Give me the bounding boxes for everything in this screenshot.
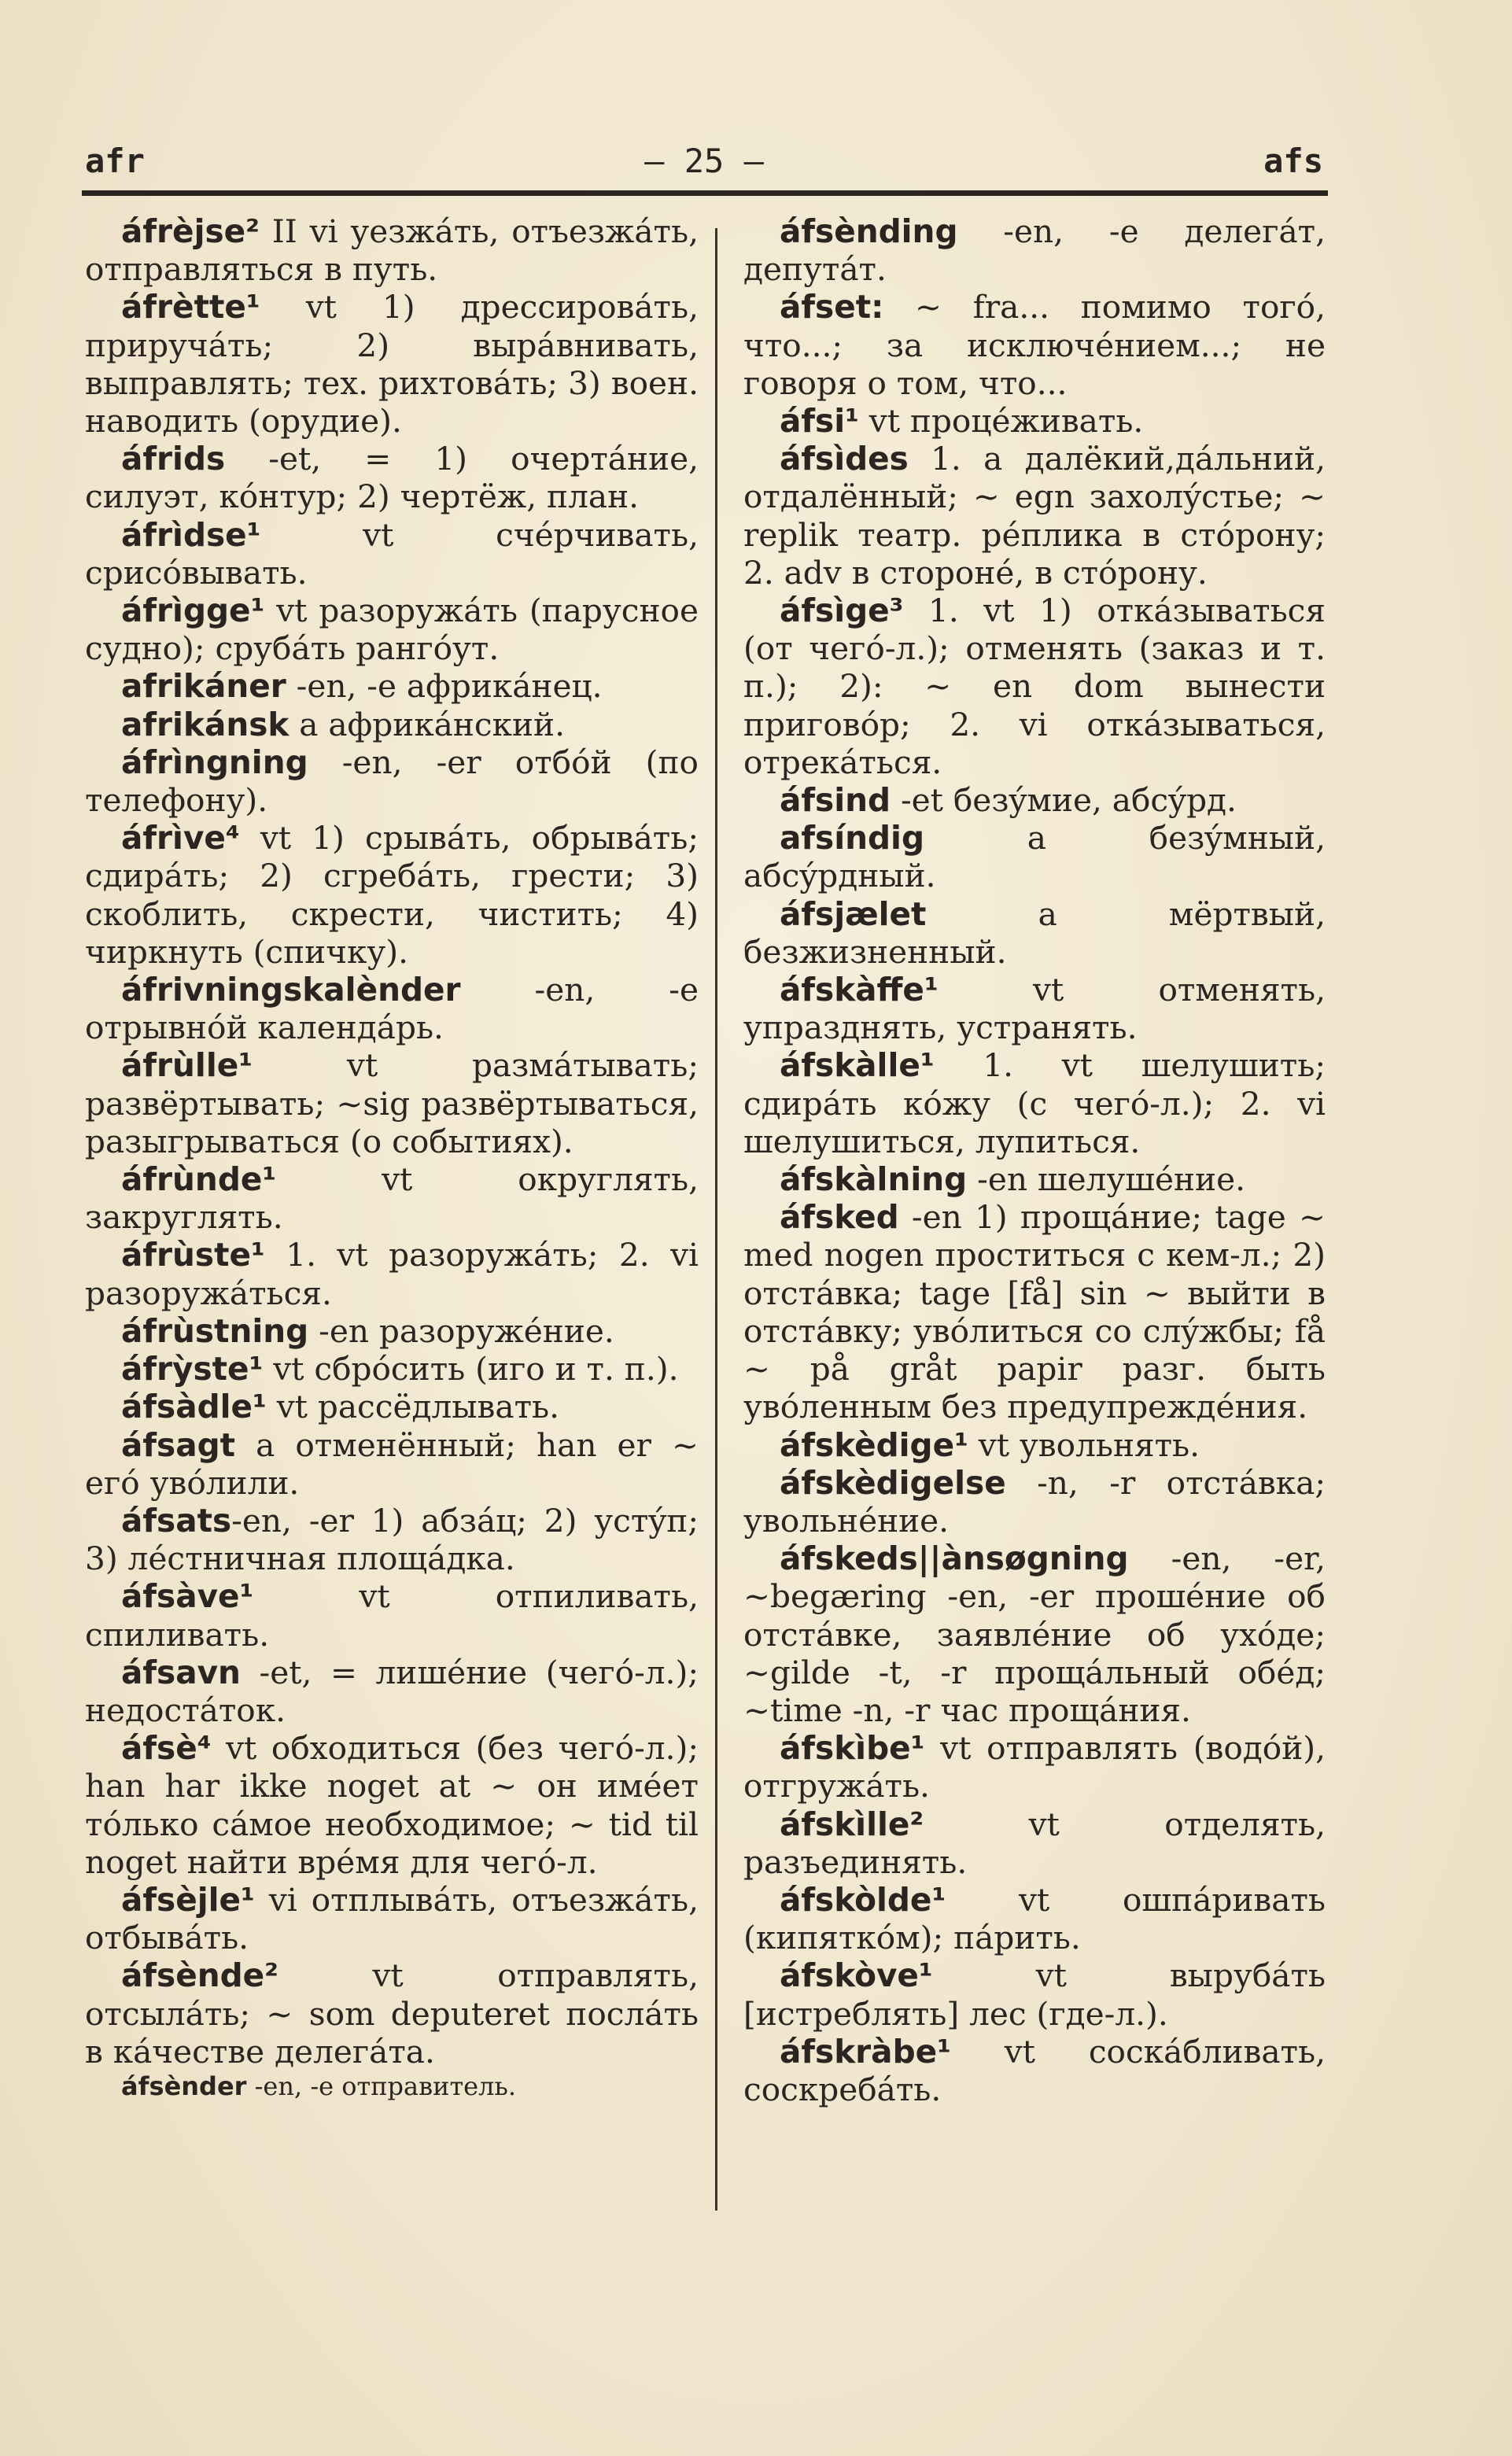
entry-headword: áfrìngning [121,743,308,781]
entry-definition: vt обходиться (без чегó-л.); han har ikke noget at ~ он имéет тóлько сáмое необходимое; ~ tid til noget найти врéмя для чегó-л. [85,1729,699,1881]
entry-headword: áfsèjle¹ [121,1880,255,1919]
entry-headword: afrikáner [121,667,286,706]
dictionary-entry [743,1046,1326,1160]
entry-definition: -en, -e делегáт, депутáт. [743,212,1326,289]
entry-headword: áfrùnde¹ [121,1160,277,1199]
entry-definition: vi отплывáть, отъезжáть, отбывáть. [85,1880,699,1957]
entry-headword: áfrùstning [121,1311,309,1350]
dictionary-entry [85,1160,699,1236]
entry-definition: -et безýмие, абсýрд. [891,781,1237,820]
header-right-guide-word: afs [1263,142,1323,180]
entry-headword: áfskàlle¹ [780,1046,935,1085]
entry-definition: vt 1) дрессировáть, приручáть; 2) вырáвнивать, выправлять; тех. рихтовáть; 3) воен. наводить (орудие). [85,288,699,441]
entry-headword: áfsènder [121,2071,247,2101]
entry-definition: vt вырубáть [истреблять] лес (где-л.). [743,1956,1326,2033]
entry-headword: áfskèdige¹ [780,1425,968,1464]
dictionary-entry [743,781,1326,819]
dictionary-entry [85,440,699,515]
dictionary-entry [85,971,699,1046]
entry-headword: áfrùlle¹ [121,1046,253,1085]
entry-headword: áfskìbe¹ [780,1729,925,1768]
entry-headword: áfrids [121,440,226,478]
dictionary-entry [85,1426,699,1502]
dictionary-entry [85,2071,699,2102]
entry-headword: áfrùste¹ [121,1236,265,1274]
dictionary-entry [743,971,1326,1046]
dictionary-entry [743,402,1326,440]
dictionary-entry [743,1198,1326,1425]
entry-headword: áfsènding [780,212,958,250]
dictionary-entry [743,440,1326,592]
entry-headword: áfsked [780,1198,899,1237]
entry-definition: 1. vt разоружáть; 2. vi разоружáться. [85,1236,699,1312]
entry-definition: vt увольнять. [968,1425,1200,1464]
entry-definition: -n, -r отстáвка; увольнéние. [743,1463,1326,1540]
dictionary-entry [85,1502,699,1577]
dictionary-entry [85,516,699,592]
dictionary-entry [85,819,699,971]
entry-headword: áfsàve¹ [121,1577,254,1616]
dictionary-entry [743,288,1326,402]
dictionary-entry [743,819,1326,894]
dictionary-entry [743,1805,1326,1881]
dictionary-entry [85,212,699,288]
entry-definition: -et, = 1) очертáние, силуэт, кóнтур; 2) чертёж, план. [85,440,699,516]
dictionary-entry [743,212,1326,288]
entry-definition: a африкáнский. [289,705,565,743]
entry-headword: afsíndig [780,819,924,857]
entry-definition: vt отпиливать, спиливать. [85,1577,699,1654]
entry-headword: áfrèjse² [121,212,260,250]
entry-headword: áfsàdle¹ [121,1388,267,1426]
entry-definition: -en, -e отрывнóй календáрь. [85,971,699,1047]
entry-definition: vt рассёдлывать. [266,1388,560,1426]
header-rule [82,190,1328,196]
page-number: — 25 — [644,142,764,180]
entry-definition: 1. vt 1) откáзываться (от чегó-л.); отменять (заказ и т. п.); 2): ~ en dom вынести приговóр; 2. vi откáзываться, отрекáться. [743,592,1326,781]
entry-headword: afrikánsk [121,705,289,743]
dictionary-entry [743,1426,1326,1464]
entry-definition: vt счéрчивать, срисóвывать. [85,515,699,592]
dictionary-entry [85,288,699,440]
right-column [743,212,1326,2108]
column-divider [715,228,717,2211]
entry-headword: áfskìlle² [780,1805,924,1843]
entry-headword: áfsìdes [780,440,909,478]
entry-definition: vt отменять, упразднять, устранять. [743,971,1326,1047]
entry-headword: áfsagt [121,1425,236,1464]
entry-definition: vt отправлять, отсылáть; ~ som deputeret послáть в кáчестве делегáта. [85,1956,699,2071]
entry-headword: áfrivningskalènder [121,971,461,1009]
entry-headword: áfsats [121,1501,232,1540]
dictionary-entry [85,743,699,819]
dictionary-entry [85,1236,699,1311]
header-left-guide-word: afr [85,142,145,180]
dictionary-entry [743,1729,1326,1805]
dictionary-entry [85,1046,699,1160]
entry-headword: áfsavn [121,1653,241,1691]
entry-definition: -et, = лишéние (чегó-л.); недостáток. [85,1653,699,1729]
entry-headword: áfrỳste¹ [121,1350,264,1388]
dictionary-entry [85,1881,699,1956]
dictionary-entry [743,1464,1326,1540]
entry-definition: -en шелушéние. [967,1160,1245,1199]
dictionary-entry [85,1388,699,1425]
entry-headword: áfskràbe¹ [780,2032,951,2071]
entry-headword: áfsìge³ [780,592,904,630]
page-header [85,134,1323,189]
entry-definition: -en разоружéние. [308,1311,614,1350]
dictionary-entry [743,2033,1326,2108]
entry-definition: a мёртвый, безжизненный. [743,894,1326,971]
entry-definition: II vi уезжáть, отъезжáть, отправлятьcя в путь. [85,212,699,289]
dictionary-entry [85,1577,699,1653]
entry-headword: áfsè⁴ [121,1729,212,1768]
dictionary-entry [743,592,1326,781]
entry-headword: áfskàffe¹ [780,971,939,1009]
entry-definition: vt разоружáть (парусное судно); срубáть рангóут. [85,592,699,668]
entry-definition: vt ошпáривать (кипяткóм); пáрить. [743,1880,1326,1957]
entry-headword: áfskeds||ànsøgning [780,1540,1129,1578]
entry-definition: vt 1) срывáть, обрывáть; сдирáть; 2) сгребáть, грести; 3) скоблить, скрести, чистить; 4) чиркнуть (спичку). [85,819,699,971]
entry-definition: -en, -er отбóй (по телефону). [85,743,699,820]
dictionary-entry [85,1654,699,1729]
entry-definition: vt процéживать. [858,402,1144,441]
entry-headword: áfsi¹ [780,402,859,441]
entry-definition: vt отправлять (водóй), отгружáть. [743,1729,1326,1805]
entry-headword: áfskòve¹ [780,1956,933,1995]
dictionary-entry [743,1956,1326,2032]
dictionary-entry [85,1350,699,1388]
entry-definition: a отменённый; han er ~ егó увóлили. [85,1425,699,1502]
entry-headword: áfsind [780,781,891,820]
entry-definition: -en, -e отправитель. [246,2071,516,2101]
entry-definition: vt размáтывать; развёртывать; ~sig развёртываться, разыгрываться (о событиях). [85,1046,699,1160]
entry-definition: 1. a далёкий,дáльний, отдалённый; ~ egn захолýстье; ~ replik театр. рéплика в стóрону; 2. adv в сторонé, в стóрону. [743,440,1326,592]
entry-definition: -en, -er 1) абзáц; 2) устýп; 3) лéстничная площáдка. [85,1501,699,1578]
dictionary-entry [85,1312,699,1350]
dictionary-entry [743,1160,1326,1198]
entry-headword: áfskòlde¹ [780,1880,946,1919]
entry-definition: -en, -er, ~begæring -en, -er прошéние об отстáвке, заявлéние об ухóде; ~gilde -t, -r прощáльный обéд; ~time -n, -r час прощáния. [743,1540,1326,1729]
entry-definition: -en 1) прощáние; tage ~ med nogen проститься с кем-л.; 2) отстáвка; tage [få] sin ~ выйти в отстáвку; увóлиться со слýжбы; få ~ på gråt papir разг. быть увóленным без предупреждéния. [743,1198,1326,1426]
entry-headword: áfrìdse¹ [121,515,261,554]
left-column [85,212,699,2102]
dictionary-entry [743,1881,1326,1956]
entry-definition: vt сбрóсить (иго и т. п.). [263,1350,679,1388]
dictionary-entry [85,667,699,705]
entry-definition: a безýмный, абсýрдный. [743,819,1326,895]
entry-headword: áfrìve⁴ [121,819,240,857]
dictionary-entry [743,1540,1326,1729]
entry-definition: vt соскáбливать, соскребáть. [743,2032,1326,2108]
entry-headword: áfset: [780,288,884,326]
dictionary-entry [85,592,699,667]
entry-headword: áfskèdigelse [780,1463,1006,1502]
entry-definition: -en, -e африкáнец. [286,667,603,706]
dictionary-entry [85,1956,699,2071]
dictionary-entry [85,706,699,743]
entry-definition: 1. vt шелушить; сдирáть кóжу (с чегó-л.); 2. vi шелушиться, лупиться. [743,1046,1326,1160]
dictionary-entry [743,895,1326,971]
entry-headword: áfrètte¹ [121,288,260,326]
dictionary-entry [85,1729,699,1881]
entry-headword: áfsènde² [121,1956,278,1995]
entry-headword: áfsjælet [780,894,927,933]
entry-definition: ~ fra... помимо тогó, что...; за исключéнием...; не говоря о том, что... [743,288,1326,402]
entry-definition: vt отделять, разъединять. [743,1805,1326,1881]
entry-definition: vt округлять, закруглять. [85,1160,699,1237]
entry-headword: áfskàlning [780,1160,968,1199]
entry-headword: áfrìgge¹ [121,592,265,630]
